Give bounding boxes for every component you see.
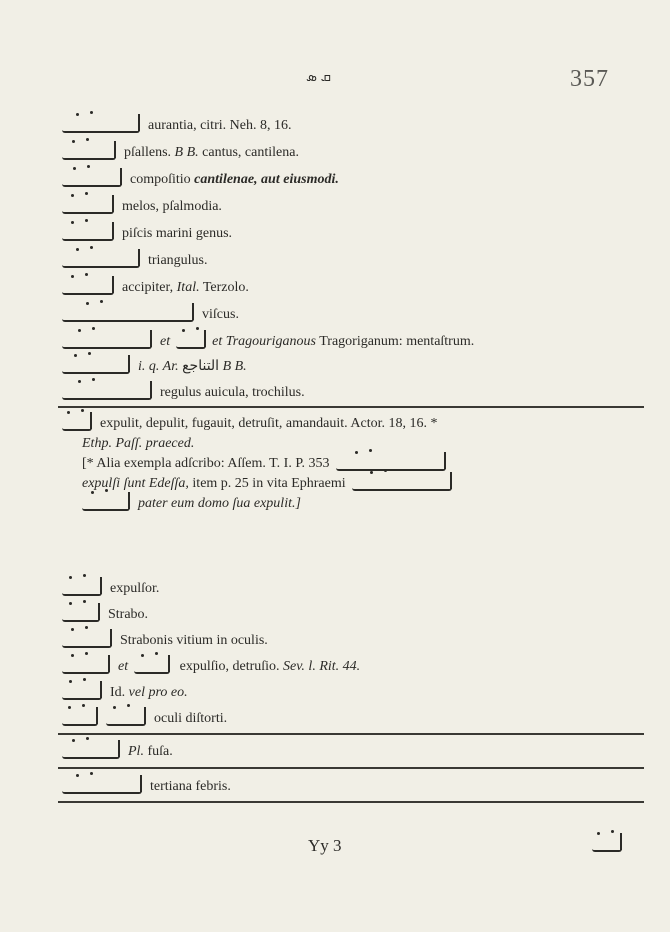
syriac-headword: [62, 254, 140, 268]
syriac-headword: [62, 608, 100, 622]
syriac-headword: [62, 308, 194, 322]
entry-viscus: viſcus.: [62, 306, 239, 324]
separator-rule: [58, 801, 644, 803]
separator-rule: [58, 406, 644, 408]
syriac-inline: [106, 712, 146, 726]
syriac-headword: [62, 200, 114, 214]
entry-tragoriganum: et et Tragouriganous Tragoriganum: mentaſtrum.: [62, 333, 474, 351]
entry-expulsio: et expulſio, detruſio. Sev. l. Rit. 44.: [62, 658, 360, 676]
entry-id: Id. vel pro eo.: [62, 684, 188, 702]
syriac-headword: [62, 146, 116, 160]
entry-piscis: piſcis marini genus.: [62, 225, 232, 243]
syriac-inline: [82, 497, 130, 511]
entry-fusa: Pl. fuſa.: [62, 743, 173, 761]
entry-psallens: pſallens. B B. cantus, cantilena.: [62, 144, 299, 162]
syriac-headword: [62, 686, 102, 700]
page-number: 357: [570, 66, 609, 92]
syriac-headword: [62, 634, 112, 648]
syriac-inline: [336, 457, 446, 471]
syriac-headword: [62, 660, 110, 674]
syriac-headword: [62, 119, 140, 133]
entry-accipiter: accipiter, Ital. Terzolo.: [62, 279, 249, 297]
catchword: [592, 836, 630, 854]
syriac-headword: [62, 386, 152, 400]
entry-expulit: expulit, depulit, fugauit, detruſit, amandauit. Actor. 18, 16. * Ethp. Paſſ. praeced. [* Alia exempla adſcribo: Aſſem. T. I. P. 353 expulſi ſunt Edeſſa, item p. 25 in vita Ephraemi pater eum domo ſua expulit.]: [62, 414, 647, 514]
syriac-inline: [176, 335, 206, 349]
entry-regulus: regulus auicula, trochilus.: [62, 384, 305, 402]
syriac-headword: [62, 335, 152, 349]
separator-rule: [58, 767, 644, 769]
syriac-headword: [62, 417, 92, 431]
syriac-headword: [62, 173, 122, 187]
entry-tertiana: tertiana febris.: [62, 778, 231, 796]
entry-oculi-distorti: oculi diſtorti.: [62, 710, 227, 728]
syriac-inline: [352, 477, 452, 491]
entry-compositio: compoſitio cantilenae, aut eiusmodi.: [62, 171, 339, 189]
syriac-headword: [62, 780, 142, 794]
header-mark: ܩ ܣ: [306, 70, 331, 85]
entry-arabic: i. q. Ar. ﺍﻟﺘﻨﺎﺟﻊ B B.: [62, 358, 247, 376]
entry-aurantia: aurantia, citri. Neh. 8, 16.: [62, 117, 291, 135]
syriac-inline: [134, 660, 170, 674]
entry-melos: melos, pſalmodia.: [62, 198, 222, 216]
entry-strabo: Strabo.: [62, 606, 148, 624]
entry-expulsor: expulſor.: [62, 580, 159, 598]
syriac-headword: [62, 582, 102, 596]
syriac-headword: [62, 227, 114, 241]
entry-strabonis: Strabonis vitium in oculis.: [62, 632, 268, 650]
syriac-headword: [62, 360, 130, 374]
syriac-headword: [62, 281, 114, 295]
signature-mark: Yy 3: [308, 836, 342, 855]
syriac-headword: [62, 745, 120, 759]
syriac-headword: [62, 712, 98, 726]
separator-rule: [58, 733, 644, 735]
entry-triangulus: triangulus.: [62, 252, 208, 270]
